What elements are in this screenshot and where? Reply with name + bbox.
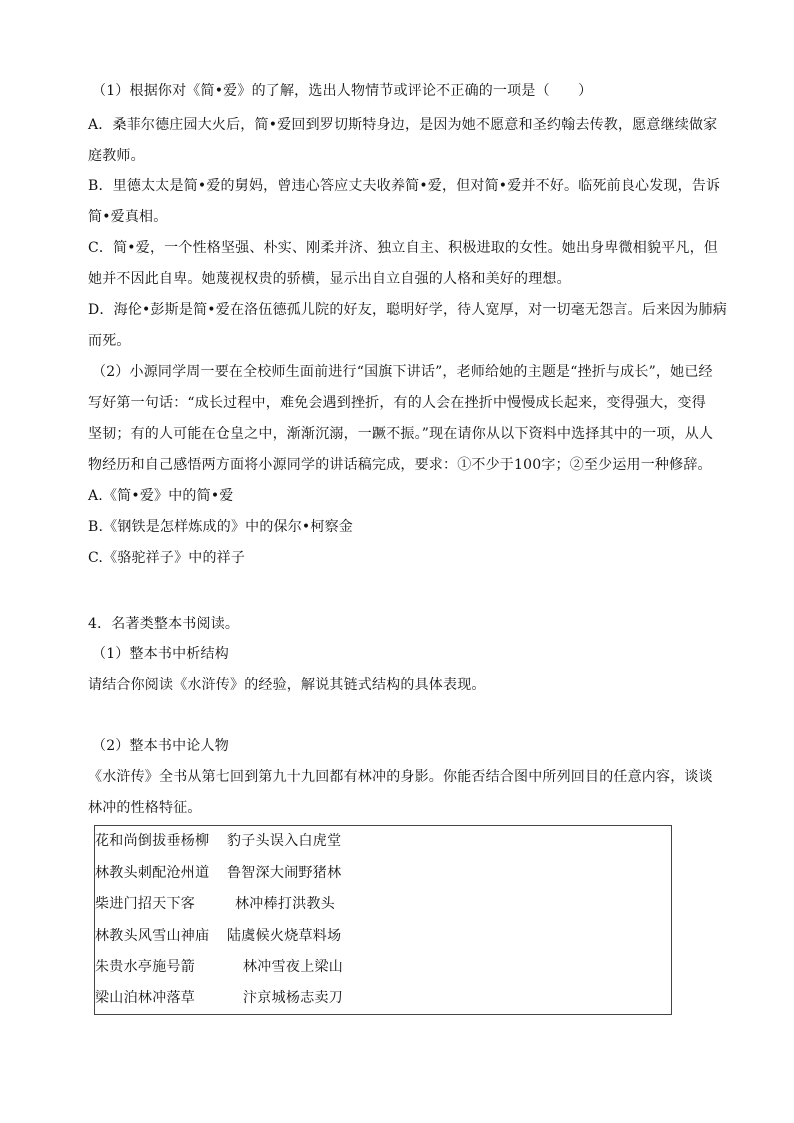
question-4-2-body-line-2: 林冲的性格特征。 [88, 800, 202, 816]
option-a-line-2: 庭教师。 [88, 148, 145, 164]
option-b-line-1: B．里德太太是简•爱的舅妈，曾违心答应丈夫收养简•爱，但对简•爱并不好。临死前良心发现，告诉 [88, 178, 721, 194]
question-2-line-4: 物经历和自己感悟两方面将小源同学的讲话稿完成，要求：①不少于100字；②至少运用一种修辞。 [88, 457, 712, 473]
question-2-line-3: 坚韧；有的人可能在仓皇之中，渐渐沉溺，一蹶不振。”现在请你从以下资料中选择其中的一项，从人 [88, 426, 714, 442]
chapter-title-right: 鲁智深大闹野猪林 [227, 865, 342, 881]
option-d-line-1: D．海伦•彭斯是简•爱在洛伍德孤儿院的好友，聪明好学，待人宽厚，对一切毫无怨言。后来因为肺病 [88, 302, 727, 318]
option-b-line-2: 简•爱真相。 [88, 209, 168, 225]
question-2-line-2: 写好第一句话：“成长过程中，难免会遇到挫折，有的人会在挫折中慢慢成长起来，变得强大，变得 [88, 395, 706, 411]
chapter-title-left: 柴进门招天下客 [95, 896, 196, 912]
question-4-1-body: 请结合你阅读《水浒传》的经验，解说其链式结构的具体表现。 [88, 677, 486, 693]
chapter-titles-box [94, 825, 672, 1015]
choice-c: C.《骆驼祥子》中的祥子 [88, 550, 246, 566]
chapter-title-left: 林教头刺配沧州道 [95, 865, 210, 881]
chapter-title-left: 朱贵水亭施号箭 [95, 959, 196, 975]
question-1-stem: （1）根据你对《简•爱》的了解，选出人物情节或评论不正确的一项是（ ） [92, 83, 593, 99]
chapter-title-left: 花和尚倒拔垂杨柳 [95, 833, 210, 849]
option-a-line-1: A．桑菲尔德庄园大火后，简•爱回到罗切斯特身边，是因为她不愿意和圣约翰去传教，愿意继续做家 [88, 117, 718, 133]
chapter-title-left: 林教头风雪山神庙 [95, 928, 210, 944]
chapter-title-right: 豹子头误入白虎堂 [227, 833, 342, 849]
option-d-line-2: 而死。 [88, 333, 131, 349]
choice-a: A.《简•爱》中的简•爱 [88, 488, 234, 504]
question-4-1-title: （1）整本书中析结构 [92, 646, 229, 662]
chapter-title-right: 陆虞候火烧草料场 [227, 928, 342, 944]
chapter-title-right: 林冲雪夜上梁山 [243, 959, 344, 975]
question-2-line-1: （2）小源同学周一要在全校师生面前进行“国旗下讲话”，老师给她的主题是“挫折与成长”，她已经 [92, 364, 713, 380]
option-c-line-1: C．简•爱，一个性格坚强、朴实、刚柔并济、独立自主、积极进取的女性。她出身卑微相貌平凡，但 [88, 240, 718, 256]
option-c-line-2: 她并不因此自卑。她蔑视权贵的骄横，显示出自立自强的人格和美好的理想。 [88, 271, 571, 287]
chapter-title-right: 汴京城杨志卖刀 [243, 990, 344, 1006]
chapter-title-left: 梁山泊林冲落草 [95, 990, 196, 1006]
chapter-title-right: 林冲棒打洪教头 [235, 896, 336, 912]
question-4-2-body-line-1: 《水浒传》全书从第七回到第九十九回都有林冲的身影。你能否结合图中所列回目的任意内容，谈谈 [88, 769, 713, 785]
question-4-title: 4．名著类整本书阅读。 [88, 616, 240, 632]
question-4-2-title: （2）整本书中论人物 [92, 738, 229, 754]
choice-b: B.《钢铁是怎样炼成的》中的保尔•柯察金 [88, 519, 353, 535]
